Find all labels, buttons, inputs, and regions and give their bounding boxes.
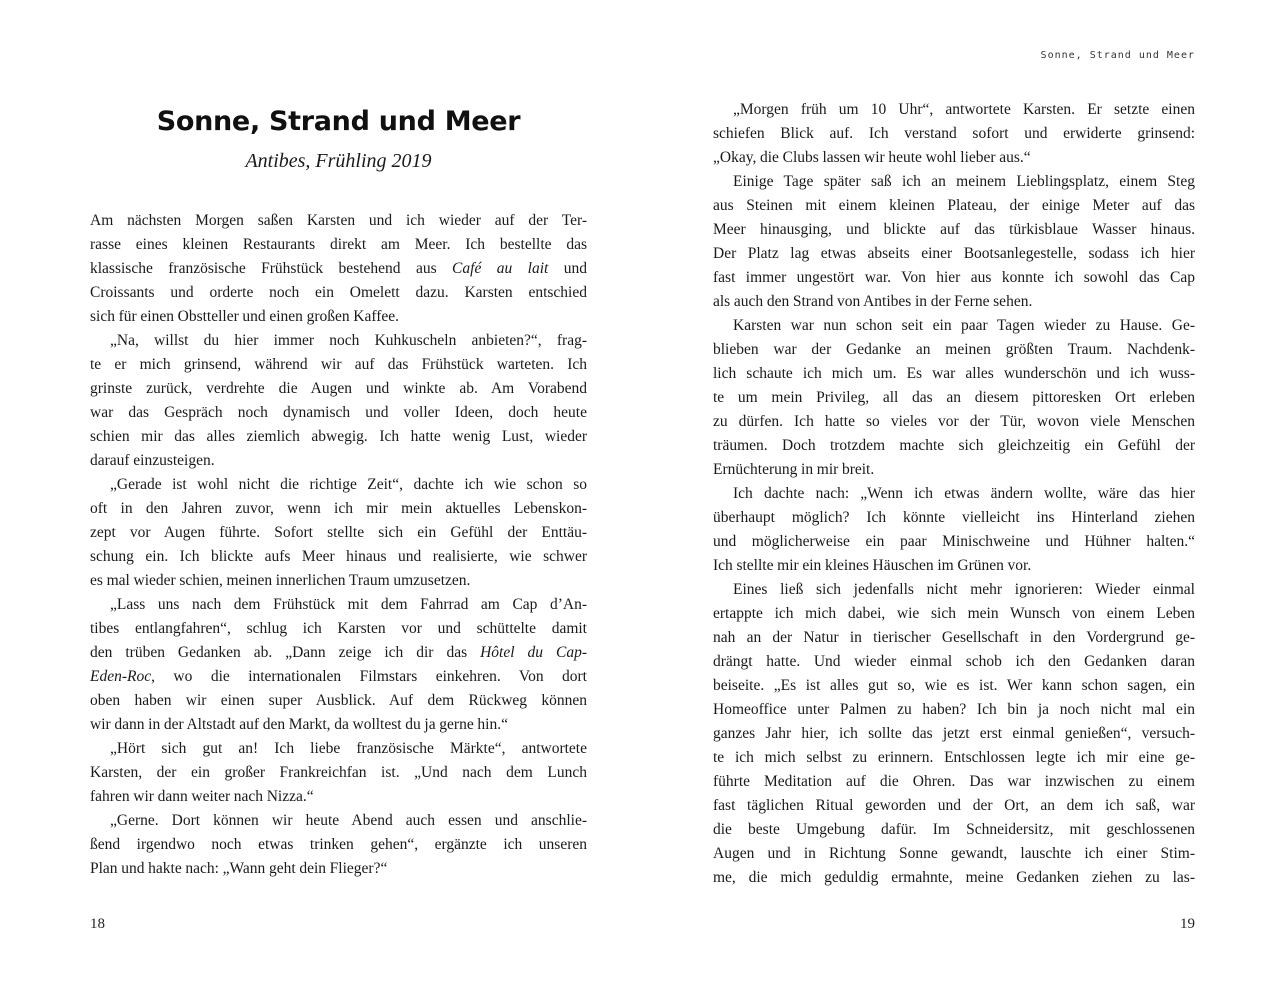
text-line: te um mein Privileg, all das an diesem pittoresken Ort erleben bbox=[713, 389, 1195, 406]
text-line: Der Platz lag etwas abseits einer Bootsanlegestelle, sodass ich hier bbox=[713, 245, 1195, 262]
paragraph bbox=[713, 482, 1195, 578]
paragraph bbox=[90, 809, 587, 881]
text-line: „Hört sich gut an! Ich liebe französische Märkte“, antwortete bbox=[110, 740, 587, 757]
text-line: überhaupt möglich? Ich könnte vielleicht ins Hinterland ziehen bbox=[713, 509, 1195, 526]
text-line: den trüben Gedanken ab. „Dann zeige ich dir das Hôtel du Cap- bbox=[90, 644, 587, 661]
text-line: „Lass uns nach dem Frühstück mit dem Fahrrad am Cap d’An- bbox=[110, 596, 587, 613]
page-number-right: 19 bbox=[1180, 916, 1195, 932]
chapter-title: Sonne, Strand und Meer bbox=[156, 106, 521, 137]
text-line: Am nächsten Morgen saßen Karsten und ich wieder auf der Ter- bbox=[90, 212, 587, 229]
paragraph bbox=[713, 314, 1195, 482]
text-line: ßend irgendwo noch etwas trinken gehen“, ergänzte ich unseren bbox=[90, 836, 587, 853]
text-line: Plan und hakte nach: „Wann geht dein Flieger?“ bbox=[90, 860, 388, 877]
text-line: „Gerne. Dort können wir heute Abend auch essen und anschlie- bbox=[110, 812, 587, 829]
text-line: darauf einzusteigen. bbox=[90, 452, 215, 469]
text-line: „Na, willst du hier immer noch Kuhkuscheln anbieten?“, frag- bbox=[110, 332, 587, 349]
text-line: fast immer ungestört war. Von hier aus konnte ich sowohl das Cap bbox=[713, 269, 1195, 286]
text-line: schien mir das alles ziemlich abwegig. Ich hatte wenig Lust, wieder bbox=[90, 428, 587, 445]
text-line: führte Meditation auf die Ohren. Das war inzwischen zu einem bbox=[713, 773, 1195, 790]
text-line: sich für einen Obstteller und einen großen Kaffee. bbox=[90, 308, 400, 325]
text-line: wir dann in der Altstadt auf den Markt, da wolltest du ja gerne hin.“ bbox=[90, 716, 508, 733]
paragraph bbox=[713, 578, 1195, 890]
text-line: oft in den Jahren zuvor, wenn ich mir mein aktuelles Lebenskon- bbox=[90, 500, 587, 517]
paragraph bbox=[90, 329, 587, 473]
paragraph bbox=[713, 170, 1195, 314]
text-line: fahren wir dann weiter nach Nizza.“ bbox=[90, 788, 314, 805]
running-header: Sonne, Strand und Meer bbox=[1040, 50, 1195, 61]
text-line: Karsten, der ein großer Frankreichfan ist. „Und nach dem Lunch bbox=[90, 764, 587, 781]
text-line: Eden-Roc, wo die internationalen Filmstars einkehren. Von dort bbox=[90, 668, 587, 685]
right-page-body-text bbox=[713, 98, 1195, 890]
text-line: „Okay, die Clubs lassen wir heute wohl lieber aus.“ bbox=[713, 149, 1031, 166]
text-line: Ich dachte nach: „Wenn ich etwas ändern wollte, wäre das hier bbox=[733, 485, 1195, 502]
paragraph bbox=[90, 473, 587, 593]
text-line: aus Steinen mit einem kleinen Plateau, der einige Meter auf das bbox=[713, 197, 1195, 214]
text-line: schiefen Blick auf. Ich verstand sofort und erwiderte grinsend: bbox=[713, 125, 1195, 142]
text-line: schung ein. Ich blickte aufs Meer hinaus und realisierte, wie schwer bbox=[90, 548, 587, 565]
text-line: blieben war der Gedanke an meinen größten Traum. Nachdenk- bbox=[713, 341, 1195, 358]
text-line: klassische französische Frühstück bestehend aus Café au lait und bbox=[90, 260, 587, 277]
text-line: war das Gespräch noch dynamisch und voller Ideen, doch heute bbox=[90, 404, 587, 421]
text-line: Ernüchterung in mir breit. bbox=[713, 461, 875, 478]
text-line: oben haben wir einen super Ausblick. Auf dem Rückweg können bbox=[90, 692, 587, 709]
text-line: Augen und in Richtung Sonne gewandt, lauschte ich einer Stim- bbox=[713, 845, 1195, 862]
text-line: Meer hinausging, und blickte auf das türkisblaue Wasser hinaus. bbox=[713, 221, 1195, 238]
right-page bbox=[713, 0, 1195, 890]
text-line: träumen. Doch trotzdem machte sich gleichzeitig ein Gefühl der bbox=[713, 437, 1195, 454]
chapter-subtitle: Antibes, Frühling 2019 bbox=[245, 150, 432, 172]
text-line: „Gerade ist wohl nicht die richtige Zeit“, dachte ich wie schon so bbox=[110, 476, 587, 493]
text-line: die beste Umgebung dafür. Im Schneidersitz, mit geschlossenen bbox=[713, 821, 1195, 838]
text-line: lich schaute ich mich um. Es war alles wunderschön und ich wuss- bbox=[713, 365, 1195, 382]
text-line: tibes entlangfahren“, schlug ich Karsten vor und schüttelte damit bbox=[90, 620, 587, 637]
text-line: Eines ließ sich jedenfalls nicht mehr ignorieren: Wieder einmal bbox=[733, 581, 1195, 598]
text-line: „Morgen früh um 10 Uhr“, antwortete Karsten. Er setzte einen bbox=[733, 101, 1195, 118]
left-page-body-text bbox=[90, 209, 587, 881]
text-line: zept vor Augen führte. Sofort stellte sich ein Gefühl der Enttäu- bbox=[90, 524, 587, 541]
paragraph bbox=[90, 593, 587, 737]
text-line: fast täglichen Ritual geworden und der Ort, an dem ich saß, war bbox=[713, 797, 1195, 814]
text-line: te ich mich selbst zu erinnern. Entschlossen legte ich mir eine ge- bbox=[713, 749, 1195, 766]
text-line: Ich stellte mir ein kleines Häuschen im Grünen vor. bbox=[713, 557, 1032, 574]
paragraph bbox=[713, 98, 1195, 170]
text-line: Einige Tage später saß ich an meinem Lieblingsplatz, einem Steg bbox=[733, 173, 1195, 190]
paragraph bbox=[90, 737, 587, 809]
page-number-left: 18 bbox=[90, 916, 105, 932]
text-line: te er mich grinsend, während wir auf das Frühstück warteten. Ich bbox=[90, 356, 587, 373]
left-page bbox=[90, 0, 587, 881]
text-line: Homeoffice unter Palmen zu haben? Ich bin ja noch nicht mal ein bbox=[713, 701, 1195, 718]
text-line: ganzes Jahr hier, ich sollte das jetzt erst einmal genießen“, versuch- bbox=[713, 725, 1195, 742]
text-line: als auch den Strand von Antibes in der Ferne sehen. bbox=[713, 293, 1033, 310]
text-line: grinste zurück, verdrehte die Augen und winkte ab. Am Vorabend bbox=[90, 380, 587, 397]
text-line: und möglicherweise ein paar Minischweine und Hühner halten.“ bbox=[713, 533, 1195, 550]
text-line: es mal wieder schien, meinen innerlichen Traum umzusetzen. bbox=[90, 572, 471, 589]
text-line: ertappte ich mich dabei, wie sich mein Wunsch von einem Leben bbox=[713, 605, 1195, 622]
text-line: me, die mich geduldig ermahnte, meine Gedanken ziehen zu las- bbox=[713, 869, 1195, 886]
text-line: Karsten war nun schon seit ein paar Tagen wieder zu Hause. Ge- bbox=[733, 317, 1195, 334]
paragraph bbox=[90, 209, 587, 329]
text-line: nah an der Natur in tierischer Gesellschaft in den Vordergrund ge- bbox=[713, 629, 1195, 646]
text-line: drängt hatte. Und wieder einmal schob ich den Gedanken daran bbox=[713, 653, 1195, 670]
text-line: Croissants und orderte noch ein Omelett dazu. Karsten entschied bbox=[90, 284, 587, 301]
text-line: beiseite. „Es ist alles gut so, wie es ist. Wer kann schon sagen, ein bbox=[713, 677, 1195, 694]
text-line: zu dürfen. Ich hatte so vieles vor der Tür, wovon viele Menschen bbox=[713, 413, 1195, 430]
text-line: rasse eines kleinen Restaurants direkt am Meer. Ich bestellte das bbox=[90, 236, 587, 253]
